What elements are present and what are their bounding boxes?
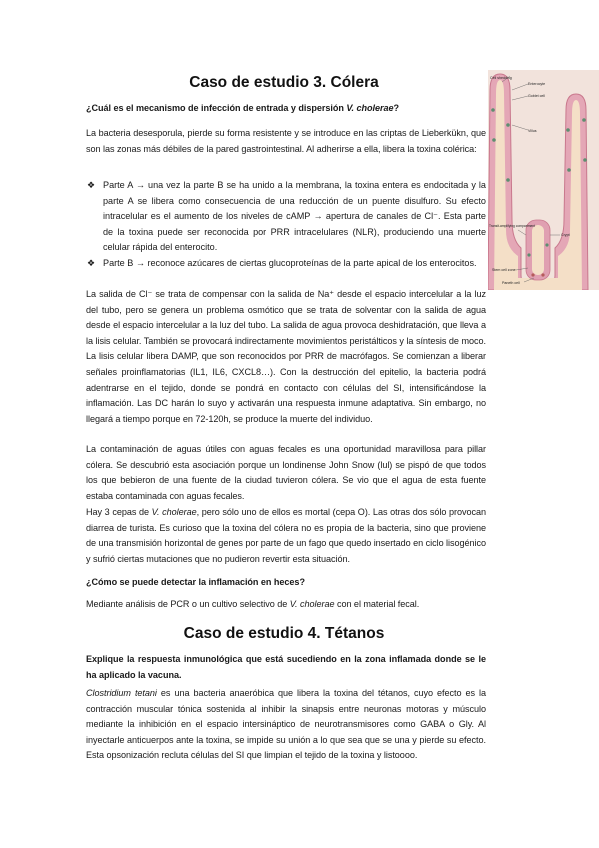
label-villus: Villus [528, 129, 537, 133]
strains-paragraph [86, 505, 486, 567]
goblet-cell [492, 138, 496, 142]
label-crypt: Crypt [561, 233, 570, 237]
answer-text-b: con el material fecal. [334, 599, 420, 609]
bullet-text-part-b: Parte B → reconoce azúcares de ciertas glucoproteínas de la parte apical de los enterocitos. [103, 257, 477, 268]
list-item [86, 178, 486, 256]
label-stem-cell-zone: Stem cell zone [492, 268, 516, 272]
label-goblet-cell: Goblet cell [528, 94, 545, 98]
goblet-cell [527, 253, 530, 256]
tetanus-answer-paragraph [86, 686, 486, 764]
crypt-lumen [532, 225, 544, 275]
goblet-cell [566, 128, 570, 132]
species-name: V. cholerae [346, 103, 394, 113]
intro-paragraph: La bacteria desesporula, pierde su forma resistente y se introduce en las criptas de Lieberkükn, que son las zonas más débiles de la pared gastrointestinal. Al adherirse a ella, libera la toxina colérica: [86, 128, 486, 154]
goblet-cell [491, 108, 495, 112]
section-4-title: Caso de estudio 4. Tétanos [183, 625, 385, 642]
strains-text-a: Hay 3 cepas de [86, 507, 152, 517]
strains-text-b: , pero sólo uno de ellos es mortal (cepa O). Las otras dos sólo provocan diarrea de turista. Es curioso que la toxina del cólera no es propia de la bacteria, sino que proviene de una transmisión horizontal de genes por parte de un fago que quedo insertado en ciclo lisogénico y sufrió ciertas mutaciones que no pudieron revertir esta situación. [86, 507, 486, 564]
question-text-a: ¿Cuál es el mecanismo de infección de entrada y dispersión [86, 103, 347, 113]
label-transit-amplifying: Transit-amplifying compartment [489, 224, 536, 228]
goblet-cell [567, 168, 571, 172]
species-name: V. cholerae [289, 599, 335, 609]
list-item [86, 256, 486, 272]
diamond-bullet-icon: ❖ [87, 257, 96, 268]
goblet-cell [545, 243, 548, 246]
water-contamination-paragraph: La contaminación de aguas útiles con aguas fecales es una oportunidad maravillosa para pillar cólera. Se descubrió esta asociación porque un londinense John Snow (lul) se pispó de que todos los que bebieron de una fuente de la ciudad tuvieron cólera. Se vio que el agua de esta fuente estaba contaminada con aguas fecales. [86, 444, 486, 501]
goblet-cell [506, 123, 510, 127]
question-text-b: ? [393, 103, 400, 113]
goblet-cell [583, 158, 587, 162]
tetanus-answer-text: es una bacteria anaeróbica que libera la toxina del tétanos, cuyo efecto es la contracción muscular tónica sostenida al inhibir la sinapsis entre neuronas motoras y músculo mediante la inhibición en el espacio intersináptico de neurotransmisores como GABA o Gly. Al inyectarle anticuerpos ante la toxina, se impide su unión a lo que sea que se una y pierde su efecto. Esta opsonización recluta células del SI que limpian el tejido de la toxina y listoooo. [86, 688, 486, 761]
label-enterocyte: Enterocyte [528, 82, 546, 86]
answer-text-a: Mediante análisis de PCR o un cultivo selectivo de [86, 599, 290, 609]
diamond-bullet-icon: ❖ [87, 180, 96, 190]
bullet-text-part-a: Parte A → una vez la parte B se ha unido a la membrana, la toxina entera es endocitada y la parte A se libera como consecuencia de una reducción de un puente disulfuro. Su efecto intracelular es el aumento de los niveles de cAMP → apertura de canales de Cl⁻. Esta parte de la toxina puede ser reconocida por PRR intracelulares (NLR), produciendo una muerte celular rápida del enterocito. [103, 180, 486, 253]
label-cell-shedding: Cell shedding [490, 76, 512, 80]
paneth-cell [531, 273, 534, 276]
question-detection: ¿Cómo se puede detectar la inflamación en heces? [86, 577, 305, 587]
toxin-parts-list [86, 178, 486, 272]
species-name: Clostridium tetani [86, 688, 157, 698]
label-paneth-cell: Paneth cell [502, 281, 520, 285]
section-3-title: Caso de estudio 3. Cólera [189, 74, 379, 91]
goblet-cell [582, 118, 586, 122]
question-immune-response: Explique la respuesta inmunológica que está sucediendo en la zona inflamada donde se le ha aplicado la vacuna. [86, 654, 486, 680]
chloride-outflow-paragraph: La salida de Cl⁻ se trata de compensar con la salida de Na⁺ desde el espacio intercelular a la luz del tubo, pero se genera un problema osmótico que se trata de solventar con la salida de agua desde el espacio intercelular a la luz del tubo. La salida de agua provoca deshidratación, que lleva a la lisis celular. También se provocará indirectamente movimientos peristálticos y la síntesis de moco. La lisis celular libera DAMP, que son reconocidos por PRR de macrófagos. Se comienzan a liberar señales proinflamatorias (IL1, IL6, CXCL8…). Con la destrucción del epitelio, la bacteria podrá adentrarse en el tejido, donde se pondrá en contacto con células del SI, intensificándose la inflamación. Las DC harán lo suyo y activarán una respuesta inmune adaptativa. Sin embargo, no llegará a tiempo porque en 72-120h, se produce la muerte del individuo. [86, 289, 486, 424]
detection-answer [86, 597, 486, 613]
species-name: V. cholerae [151, 507, 197, 517]
goblet-cell [506, 178, 510, 182]
question-infection-mechanism [86, 101, 486, 117]
paneth-cell [541, 273, 544, 276]
intestinal-villus-figure [488, 70, 599, 290]
